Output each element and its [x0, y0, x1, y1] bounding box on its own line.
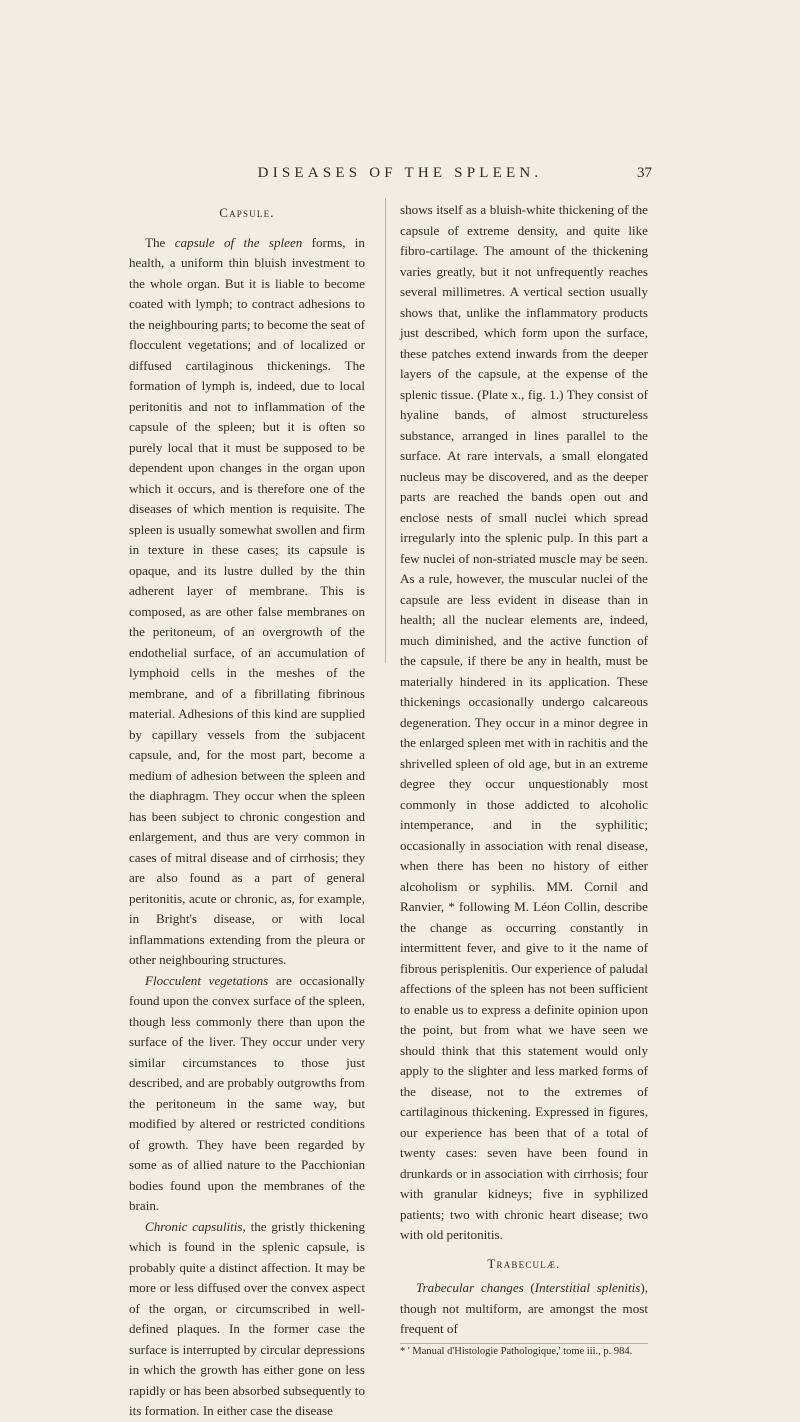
column-rule	[385, 198, 386, 663]
italic-term: capsule of the spleen	[174, 234, 303, 250]
footnote: * ' Manual d'Histologie Pathologique,' tome iii., p. 984.	[400, 1343, 648, 1359]
paragraph-text: , the gristly thickening which is found in the splenic capsule, is probably quite a distinct affection. It may be more or less diffused over the convex aspect of the organ, or circumscribed in well-defined plaques. In the former case the surface is interrupted by circular depressions in which the growth has either gone on less rapidly or has been absorbed subsequently to its formation. In either case the disease	[129, 1218, 365, 1418]
section-heading-capsule: Capsule.	[219, 205, 275, 220]
running-head: DISEASES OF THE SPLEEN.	[257, 165, 543, 181]
italic-term: Flocculent vegetations	[145, 972, 269, 988]
right-column	[400, 200, 648, 1359]
paragraph-continuation: shows itself as a bluish-white thickening of the capsule of extreme density, and quite like fibro-cartilage. The amount of the thickening varies greatly, but it not unfrequently reaches several millimetres. A vertical section usually shows that, unlike the inflammatory products just described, which form upon the surface, these patches extend inwards from the deeper layers of the capsule, at the expense of the splenic tissue. (Plate x., fig. 1.) They consist of hyaline bands, of almost structureless substance, arranged in lines parallel to the surface. At rare intervals, a small elongated nucleus may be discovered, and as the deeper parts are reached the bands open out and enclose nests of small nuclei which spread irregularly into the splenic pulp. In this part a few nuclei of non-striated muscle may be seen. As a rule, however, the muscular nuclei of the capsule are less evident in disease than in health; all the nuclear elements are, indeed, much diminished, and the active function of the capsule, if there be any in health, must be materially hindered in its application. These thickenings occasionally undergo calcareous degeneration. They occur in a minor degree in the enlarged spleen met with in rachitis and the shrivelled spleen of old age, but in an extreme degree they occur unquestionably most commonly in those addicted to alcoholic intemperance, and in the syphilitic; occasionally in association with renal disease, when there has been no history of either alcoholism or syphilis. MM. Cornil and Ranvier, * following M. Léon Collin, describe the change as occurring constantly in intermittent fever, and give to it the name of fibrous perisplenitis. Our experience of paludal affections of the spleen has not been sufficient to enable us to express a definite opinion upon the point, but from what we have seen we should think that this statement would only apply to the slighter and less marked forms of the disease, not to the extremes of cartilaginous thickening. Expressed in figures, our experience has been that of a total of twenty cases: seven have been found in drunkards or in association with cirrhosis; four with granular kidneys; five in syphilized patients; two with chronic heart disease; two with old peritonitis.	[400, 202, 648, 1242]
section-heading-trabeculae: Trabeculæ.	[487, 1255, 561, 1271]
italic-term: Trabecular changes	[416, 1280, 524, 1295]
page-number: 37	[637, 165, 652, 181]
paragraph-trabecular	[400, 1278, 648, 1340]
paragraph-capsulitis	[129, 1217, 365, 1422]
paragraph-lead: The	[145, 234, 175, 250]
left-column	[129, 200, 365, 1422]
paragraph-flocculent	[129, 971, 365, 1217]
italic-term: Chronic capsulitis	[145, 1218, 243, 1234]
paragraph-text: are occasionally found upon the convex surface of the spleen, though less commonly there than upon the surface of the liver. They occur under very similar circumstances to those just described, and are probably outgrowths from the peritoneum in the same way, but modified by altered or restricted conditions of growth. They have been regarded by some as of allied nature to the Pacchionian bodies found upon the membranes of the brain.	[129, 972, 365, 1213]
italic-term: Interstitial splenitis	[534, 1280, 641, 1295]
paragraph-capsule	[129, 233, 365, 971]
paragraph-text: ), though not multiform, are amongst the most frequent of	[400, 1280, 648, 1336]
page-header	[0, 165, 800, 189]
paragraph-text: forms, in health, a uniform thin bluish investment to the whole organ. But it is liable to become coated with lymph; to contract adhesions to the neighbouring parts; to become the seat of flocculent vegetations; and of localized or diffused cartilaginous thickenings. The formation of lymph is, indeed, due to local peritonitis and not to inflammation of the capsule of the spleen; but it is often so purely local that it must be supposed to be dependent upon changes in the organ upon which it occurs, and is therefore one of the diseases of which mention is requisite. The spleen is usually somewhat swollen and firm in texture in these cases; its capsule is opaque, and its lustre dulled by the thin adherent layer of membrane. This is composed, as are other false membranes on the peritoneum, of an overgrowth of the endothelial surface, of an accumulation of lymphoid cells in the meshes of the membrane, and of a fibrillating fibrinous material. Adhesions of this kind are supplied by capillary vessels from the subjacent capsule, and, for the most part, become a medium of adhesion between the spleen and the diaphragm. They occur when the spleen has been subject to chronic congestion and enlargement, and thus are very common in cases of mitral disease and of cirrhosis; they are also found as a part of general peritonitis, acute or chronic, as, for example, in Bright's disease, or with local inflammations extending from the pleura or other neighbouring structures.	[129, 234, 365, 967]
paragraph-text: (	[523, 1280, 535, 1295]
